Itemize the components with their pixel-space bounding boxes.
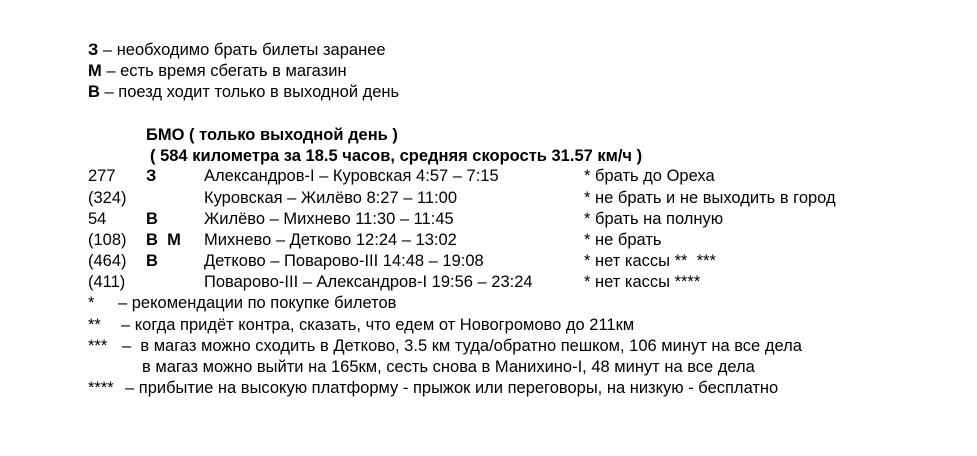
legend-line-m: [88, 61, 347, 81]
legend-line-v: [88, 82, 399, 102]
train-note: * не брать: [584, 231, 662, 249]
legend-text: – есть время сбегать в магазин: [101, 62, 347, 80]
footnote-text: – когда придёт контра, сказать, что едем от Новогромово до 211км: [121, 316, 635, 334]
train-number: 54: [88, 210, 107, 228]
train-route: Жилёво – Михнево 11:30 – 11:45: [204, 210, 454, 228]
footnote-text: – рекомендации по покупке билетов: [118, 294, 397, 312]
train-note: * брать до Ореха: [584, 167, 715, 185]
train-number: (108): [88, 231, 127, 249]
train-number: (411): [88, 273, 126, 291]
schedule-title: БМО ( только выходной день ): [146, 126, 398, 144]
legend-text: – необходимо брать билеты заранее: [98, 41, 386, 59]
train-note: * нет кассы ****: [584, 273, 701, 291]
train-note: * нет кассы ** ***: [584, 252, 716, 270]
legend-text: – поезд ходит только в выходной день: [99, 83, 400, 101]
train-route: Поварово-III – Александров-I 19:56 – 23:24: [204, 273, 533, 291]
footnote-text: – прибытие на высокую платформу - прыжок или переговоры, на низкую - бесплатно: [125, 379, 779, 397]
train-number: (464): [88, 252, 127, 270]
footnote-mark: *: [88, 294, 95, 312]
train-flags: В: [146, 252, 158, 270]
footnote-mark: ***: [88, 337, 108, 355]
footnote-text-continued: в магаз можно выйти на 165км, сесть снова в Манихино-I, 48 минут на все дела: [142, 358, 755, 376]
train-route: Михнево – Детково 12:24 – 13:02: [204, 231, 457, 249]
footnote-mark: **: [88, 316, 101, 334]
train-route: Куровская – Жилёво 8:27 – 11:00: [204, 189, 458, 207]
legend-code: М: [88, 62, 102, 80]
train-number: 277: [88, 167, 116, 185]
legend-code: З: [88, 41, 99, 59]
legend-code: В: [88, 83, 100, 101]
train-flags: В: [146, 210, 158, 228]
legend-line-z: [88, 40, 386, 60]
train-note: * не брать и не выходить в город: [584, 189, 836, 207]
train-note: * брать на полную: [584, 210, 724, 228]
train-route: Детково – Поварово-III 14:48 – 19:08: [204, 252, 484, 270]
train-route: Александров-I – Куровская 4:57 – 7:15: [204, 167, 499, 185]
train-flags: З: [146, 167, 157, 185]
schedule-subtitle: ( 584 километра за 18.5 часов, средняя скорость 31.57 км/ч ): [150, 147, 643, 165]
footnote-text: – в магаз можно сходить в Детково, 3.5 км туда/обратно пешком, 106 минут на все дела: [122, 337, 802, 355]
train-flags: В М: [146, 231, 181, 249]
train-number: (324): [88, 189, 127, 207]
footnote-mark: ****: [88, 379, 114, 397]
